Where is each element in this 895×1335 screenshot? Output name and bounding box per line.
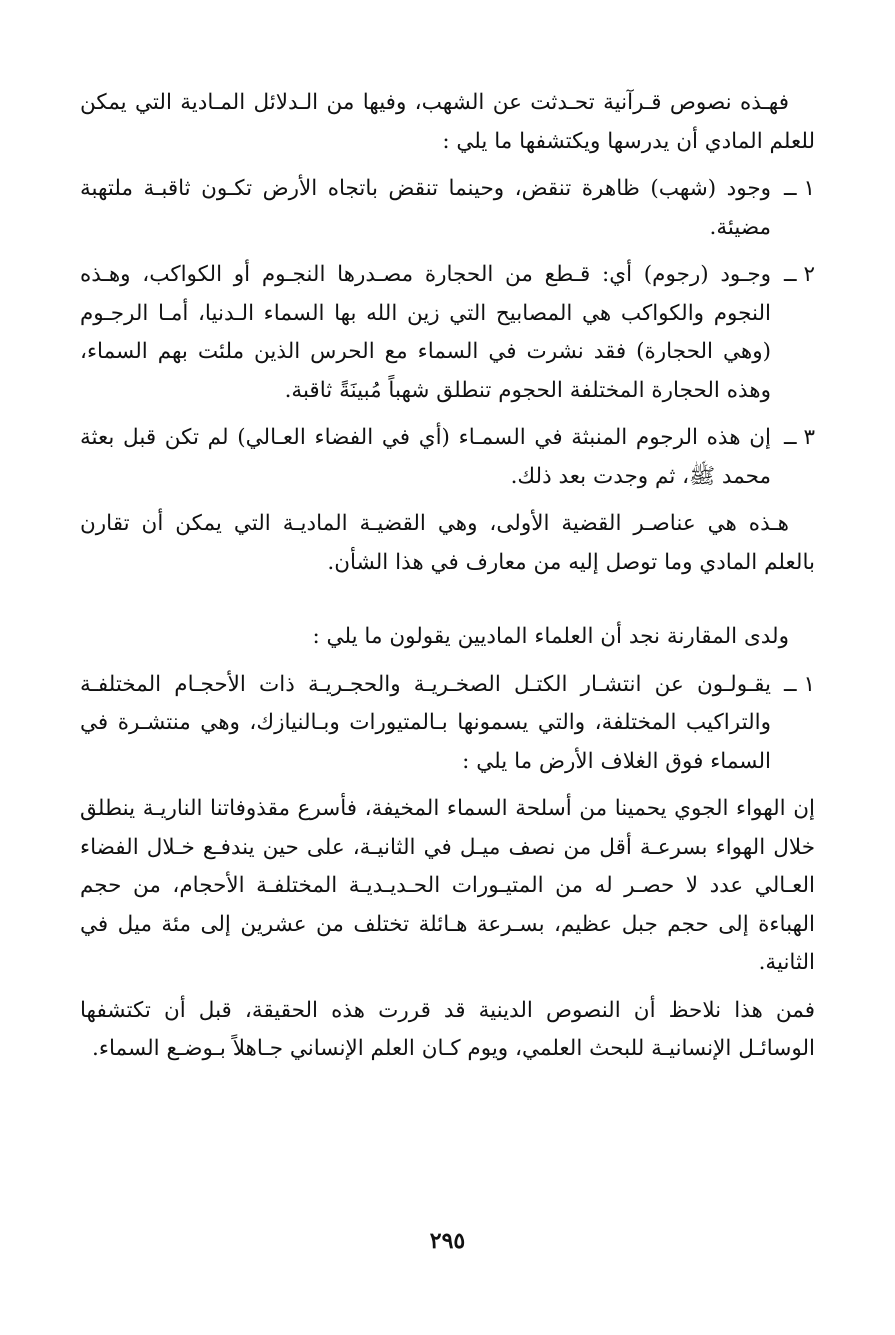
list-item-text: وجود (شهب) ظاهرة تنقض، وحينما تنقض باتجاه الأرض تكـون ثاقبـة ملتهبة مضيئة. [80, 176, 771, 240]
page-body [80, 84, 815, 1069]
intro-paragraph: فهـذه نصوص قـرآنية تحـدثت عن الشهب، وفيها من الـدلائل المـادية التي يمكن للعلم المادي أن يدرسها ويكتشفها ما يلي : [80, 90, 815, 154]
list-item-text: وجـود (رجوم) أي: قـطع من الحجارة مصـدرها النجـوم أو الكواكب، وهـذه النجوم والكواكب هي المصابيح التي زين الله بها السماء الـدنيا، أمـا الرجـوم (وهي الحجارة) فقد نشرت في السماء مع الحرس الذين ملئت بهم السماء، وهذه الحجارة المختلفة الحجوم تنطلق شهباً مُبينَةً ثاقبة. [80, 262, 771, 403]
quote-paragraph: إن الهواء الجوي يحمينا من أسلحة السماء المخيفة، فأسرع مقذوفاتنا الناريـة ينطلق خلال الهواء بسرعـة أقل من نصف ميـل في الثانيـة، على حين يندفـع خـلال الفضاء العـالي عدد لا حصـر له من المتيـورات الحـديـديـة المختلفـة الأحجام، من حجم الهباءة إلى حجم جبل عظيم، بسـرعة هـائلة تختلف من عشرين إلى مئة ميل في الثانية. [80, 796, 815, 975]
page-number: ٢٩٥ [429, 1228, 466, 1254]
list-item-text: إن هذه الرجوم المنبثة في السمـاء (أي في الفضاء العـالي) لم تكن قبل بعثة محمد ﷺ، ثم وجدت بعد ذلك. [80, 425, 771, 489]
list-item-number: ٢ ــ [784, 262, 815, 287]
first-list-item-3 [80, 419, 815, 496]
list-item-number: ١ ــ [784, 176, 815, 201]
list-item-number: ٣ ــ [784, 425, 815, 450]
comparison-intro: ولدى المقارنة نجد أن العلماء الماديين يقولون ما يلي : [312, 624, 789, 649]
first-list-item-2 [80, 256, 815, 410]
list-item-text: يقـولـون عن انتشـار الكتـل الصخـريـة والحجـريـة ذات الأحجـام المختلفـة والتراكيب المختلفة، والتي يسمونها بـالمتيورات وبـالنيازك، وهي منتشـرة في السماء فوق الغلاف الأرض ما يلي : [80, 671, 771, 774]
first-list-item-1 [80, 170, 815, 247]
list-item-number: ١ ــ [784, 671, 815, 697]
second-list-item-1 [80, 666, 815, 782]
summary-paragraph: هـذه هي عناصـر القضية الأولى، وهي القضيـة الماديـة التي يمكن أن تقارن بالعلم المادي وما توصل إليه من معارف في هذا الشأن. [80, 511, 815, 575]
conclusion-paragraph: فمن هذا نلاحظ أن النصوص الدينية قد قررت هذه الحقيقة، قبل أن تكتشفها الوسائـل الإنسانيـة للبحث العلمي، ويوم كـان العلم الإنساني جـاهلاً بـوضـع السماء. [80, 997, 815, 1061]
